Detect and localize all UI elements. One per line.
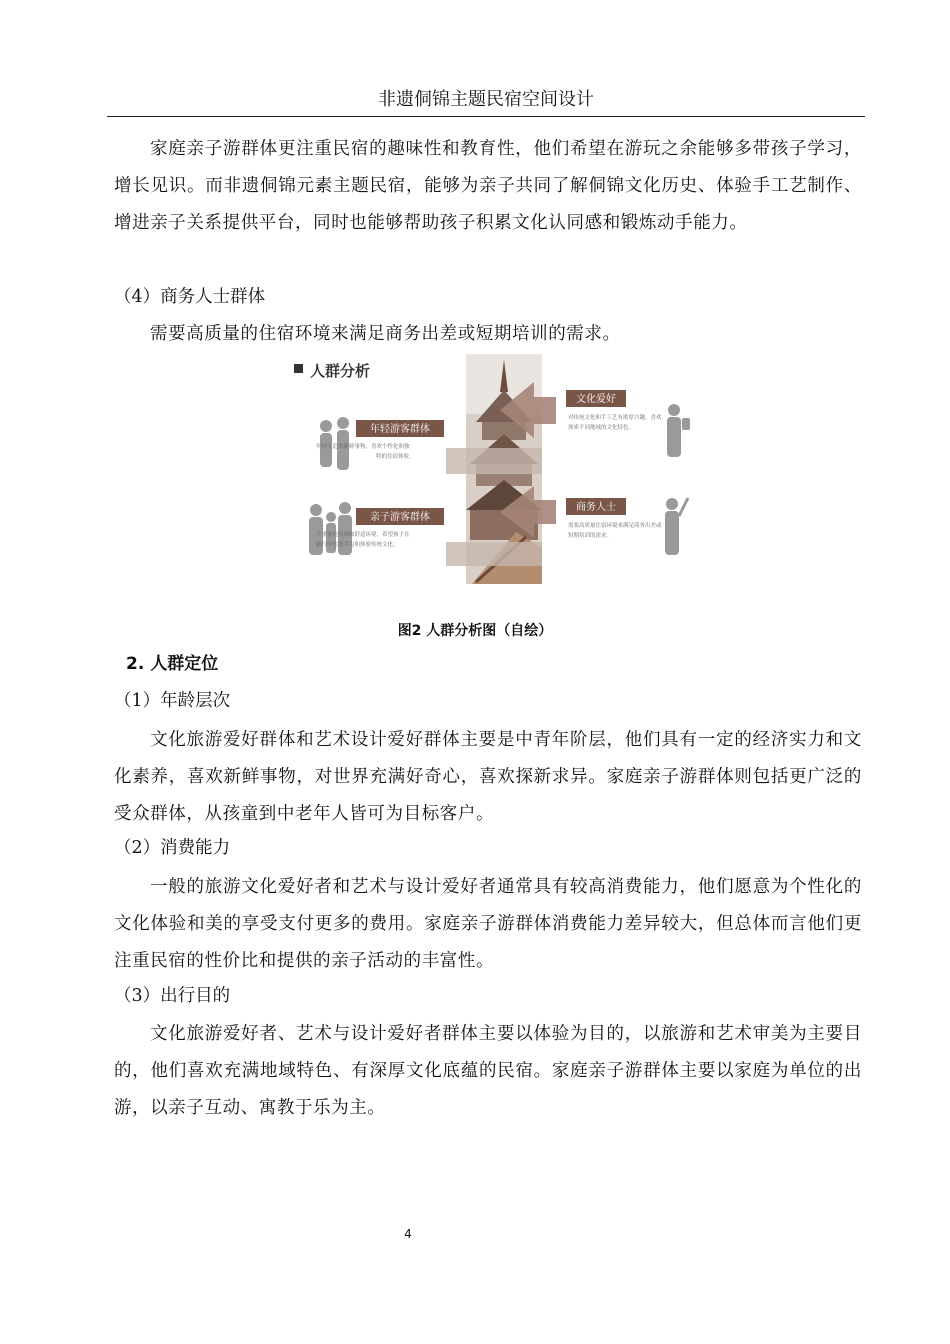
figure-caption: 图2 人群分析图（自绘） [397, 623, 553, 639]
arrow-top-left [446, 448, 542, 474]
group-desc-family-1: 注重家庭氛围和舒适环境，希望孩子在 [316, 532, 410, 538]
arrow-bottom-left [446, 542, 542, 566]
group-label-family: 亲子游客群体 [370, 512, 430, 523]
section-heading: 2. 人群定位 [126, 654, 219, 674]
header-title: 非遗侗锦主题民宿空间设计 [378, 89, 594, 110]
paragraph-business: 需要高质量的住宿环境来满足商务出差或短期培训的需求。 [150, 324, 621, 344]
page-number: 4 [404, 1227, 412, 1241]
group-desc-culture-2: 探索不同地域的文化特色。 [568, 425, 635, 431]
page-header [107, 86, 865, 117]
group-desc-family-2: 旅行中也能学习和体验传统文化。 [316, 542, 399, 548]
paragraph-purpose: 文化旅游爱好者、艺术与设计爱好者群体主要以体验为目的，以旅游和艺术审美为主要目的，他们喜欢充满地域特色、有深厚文化底蕴的民宿。家庭亲子游群体主要以家庭为单位的出游，以亲子互动、寓教于乐为主。 [114, 1024, 862, 1118]
paragraph-family: 家庭亲子游群体更注重民宿的趣味性和教育性，他们希望在游玩之余能够多带孩子学习，增长见识。而非遗侗锦元素主题民宿，能够为亲子共同了解侗锦文化历史、体验手工艺制作、增进亲子关系提供平台，同时也能够帮助孩子积累文化认同感和锻炼动手能力。 [114, 139, 862, 233]
group-desc-culture-1: 对传统文化和手工艺有浓厚兴趣，喜欢 [568, 415, 662, 421]
group-desc-business-1: 需要高质量住宿环境来满足商务出差或 [568, 523, 662, 529]
group-desc-business-2: 短期培训的需求。 [568, 533, 613, 539]
figure-title-square-icon [294, 364, 303, 373]
crowd-analysis-figure [286, 352, 716, 586]
paragraph-consumption: 一般的旅游文化爱好者和艺术与设计爱好者通常具有较高消费能力，他们愿意为个性化的文化体验和美的享受支付更多的费用。家庭亲子游群体消费能力差异较大，但总体而言他们更注重民宿的性价比和提供的亲子活动的丰富性。 [114, 877, 862, 971]
group-desc-young-1: 年轻人追求新鲜事物，喜欢个性化和独 [316, 444, 410, 450]
subheading-business: （4）商务人士群体 [114, 287, 266, 307]
paragraph-age: 文化旅游爱好群体和艺术设计爱好群体主要是中青年阶层，他们具有一定的经济实力和文化素养，喜欢新鲜事物，对世界充满好奇心，喜欢探新求异。家庭亲子游群体则包括更广泛的受众群体，从孩童到中老年人皆可为目标客户。 [114, 730, 862, 824]
figure-title: 人群分析 [310, 362, 371, 380]
culture-lover-silhouette-icon [667, 404, 690, 457]
businessman-silhouette-icon [665, 498, 688, 555]
group-label-business: 商务人士 [576, 502, 616, 513]
subheading-age: （1）年龄层次 [114, 691, 231, 711]
subheading-purpose: （3）出行目的 [114, 986, 231, 1006]
group-label-culture: 文化爱好 [576, 394, 616, 405]
subheading-consumption: （2）消费能力 [114, 838, 231, 858]
group-desc-young-2: 特的住宿体验。 [376, 454, 415, 460]
group-label-young: 年轻游客群体 [370, 424, 430, 435]
